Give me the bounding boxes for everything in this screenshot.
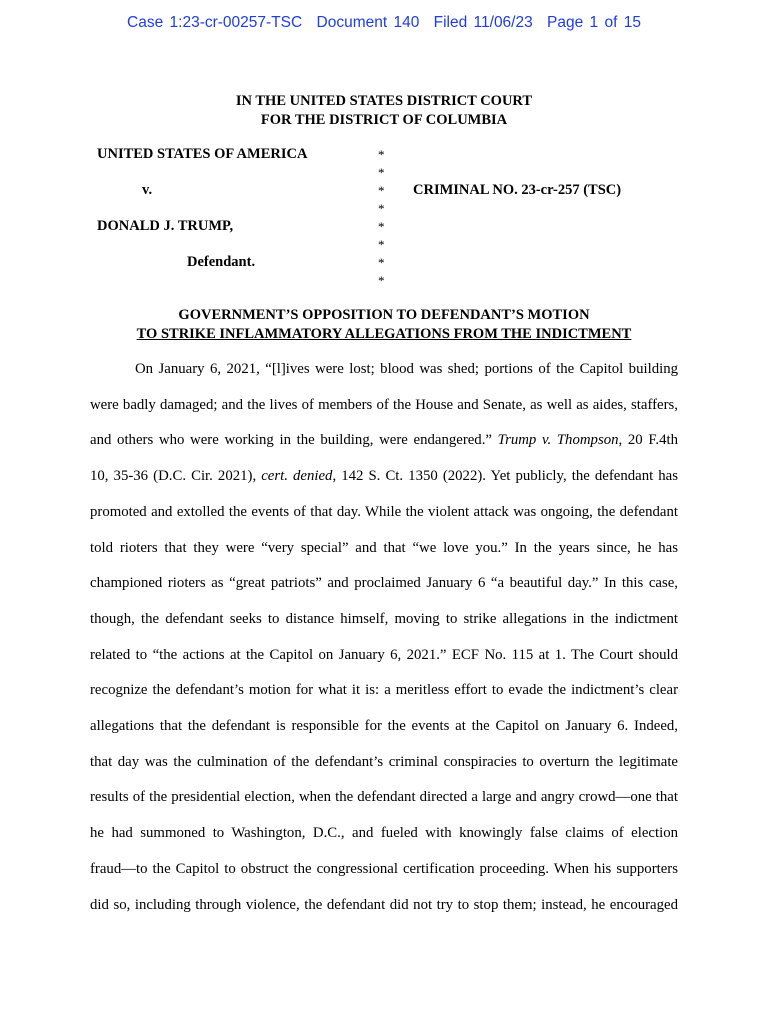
body-text-run: 10, 35-36 (D.C. Cir. 2021), — [90, 468, 262, 485]
versus: v. — [142, 182, 153, 198]
court-district: FOR THE DISTRICT OF COLUMBIA — [260, 112, 508, 128]
court-heading — [0, 92, 768, 130]
body-line: were badly damaged; and the lives of members of the House and Senate, as well as aides, staffers, — [90, 396, 678, 413]
caption-star: * — [378, 219, 385, 234]
case-citation: Trump v. Thompson — [497, 432, 619, 449]
criminal-case-number: CRIMINAL NO. 23-cr-257 (TSC) — [413, 182, 622, 198]
body-text-run: and others who were working in the building, were endangered.” — [90, 432, 498, 449]
plaintiff-name: UNITED STATES OF AMERICA — [97, 146, 308, 162]
defendant-name: DONALD J. TRUMP, — [97, 218, 234, 234]
caption-star-column — [378, 146, 385, 290]
body-line: related to “the actions at the Capitol on January 6, 2021.” ECF No. 115 at 1. The Court should — [90, 646, 678, 663]
title-line-1: GOVERNMENT’S OPPOSITION TO DEFENDANT’S MOTION — [178, 307, 590, 323]
body-line: though, the defendant seeks to distance himself, moving to strike allegations in the indictment — [90, 610, 678, 627]
body-line: that day was the culmination of the defendant’s criminal conspiracies to overturn the legitimate — [90, 753, 678, 770]
filed-date: Filed 11/06/23 — [433, 14, 533, 31]
body-line: fraud—to the Capitol to obstruct the congressional certification proceeding. When his supporters — [90, 860, 678, 877]
body-line: recognize the defendant’s motion for what it is: a meritless effort to evade the indictment’s clear — [90, 682, 678, 699]
body-line: he had summoned to Washington, D.C., and fueled with knowingly false claims of election — [90, 825, 678, 842]
caption-star: * — [378, 183, 385, 198]
body-line: results of the presidential election, when the defendant directed a large and angry crowd—one that — [90, 789, 678, 806]
ecf-header — [0, 14, 768, 32]
body-line: championed rioters as “great patriots” and proclaimed January 6 “a beautiful day.” In this case, — [90, 575, 678, 592]
body-line: promoted and extolled the events of that day. While the violent attack was ongoing, the defendant — [90, 503, 678, 520]
cert-denied: cert. denied — [261, 468, 333, 485]
body-paragraph — [90, 352, 678, 923]
document-number: Document 140 — [316, 14, 420, 31]
body-text-run: , 142 S. Ct. 1350 (2022). Yet publicly, the defendant has — [332, 468, 678, 485]
defendant-role: Defendant. — [187, 254, 256, 270]
case-number-header: Case 1:23-cr-00257-TSC — [127, 14, 303, 31]
body-line: On January 6, 2021, “[l]ives were lost; blood was shed; portions of the Capitol building — [135, 361, 678, 377]
body-text-run: , 20 F.4th — [618, 432, 678, 449]
caption-star: * — [378, 255, 385, 270]
caption-star: * — [378, 273, 385, 288]
body-line — [90, 459, 678, 495]
body-line: allegations that the defendant is responsible for the events at the Capitol on January 6. Indeed, — [90, 718, 678, 735]
body-line: told rioters that they were “very special” and that “we love you.” In the years since, he has — [90, 539, 678, 556]
court-name: IN THE UNITED STATES DISTRICT COURT — [235, 93, 533, 109]
caption-star: * — [378, 165, 385, 180]
caption-star: * — [378, 147, 385, 162]
page-indicator: Page 1 of 15 — [547, 14, 641, 31]
caption-star: * — [378, 201, 385, 216]
body-line — [90, 423, 678, 459]
title-line-2: TO STRIKE INFLAMMATORY ALLEGATIONS FROM THE INDICTMENT — [136, 326, 632, 342]
caption-star: * — [378, 237, 385, 252]
document-title — [0, 306, 768, 344]
body-line: did so, including through violence, the defendant did not try to stop them; instead, he encouraged — [90, 896, 678, 913]
